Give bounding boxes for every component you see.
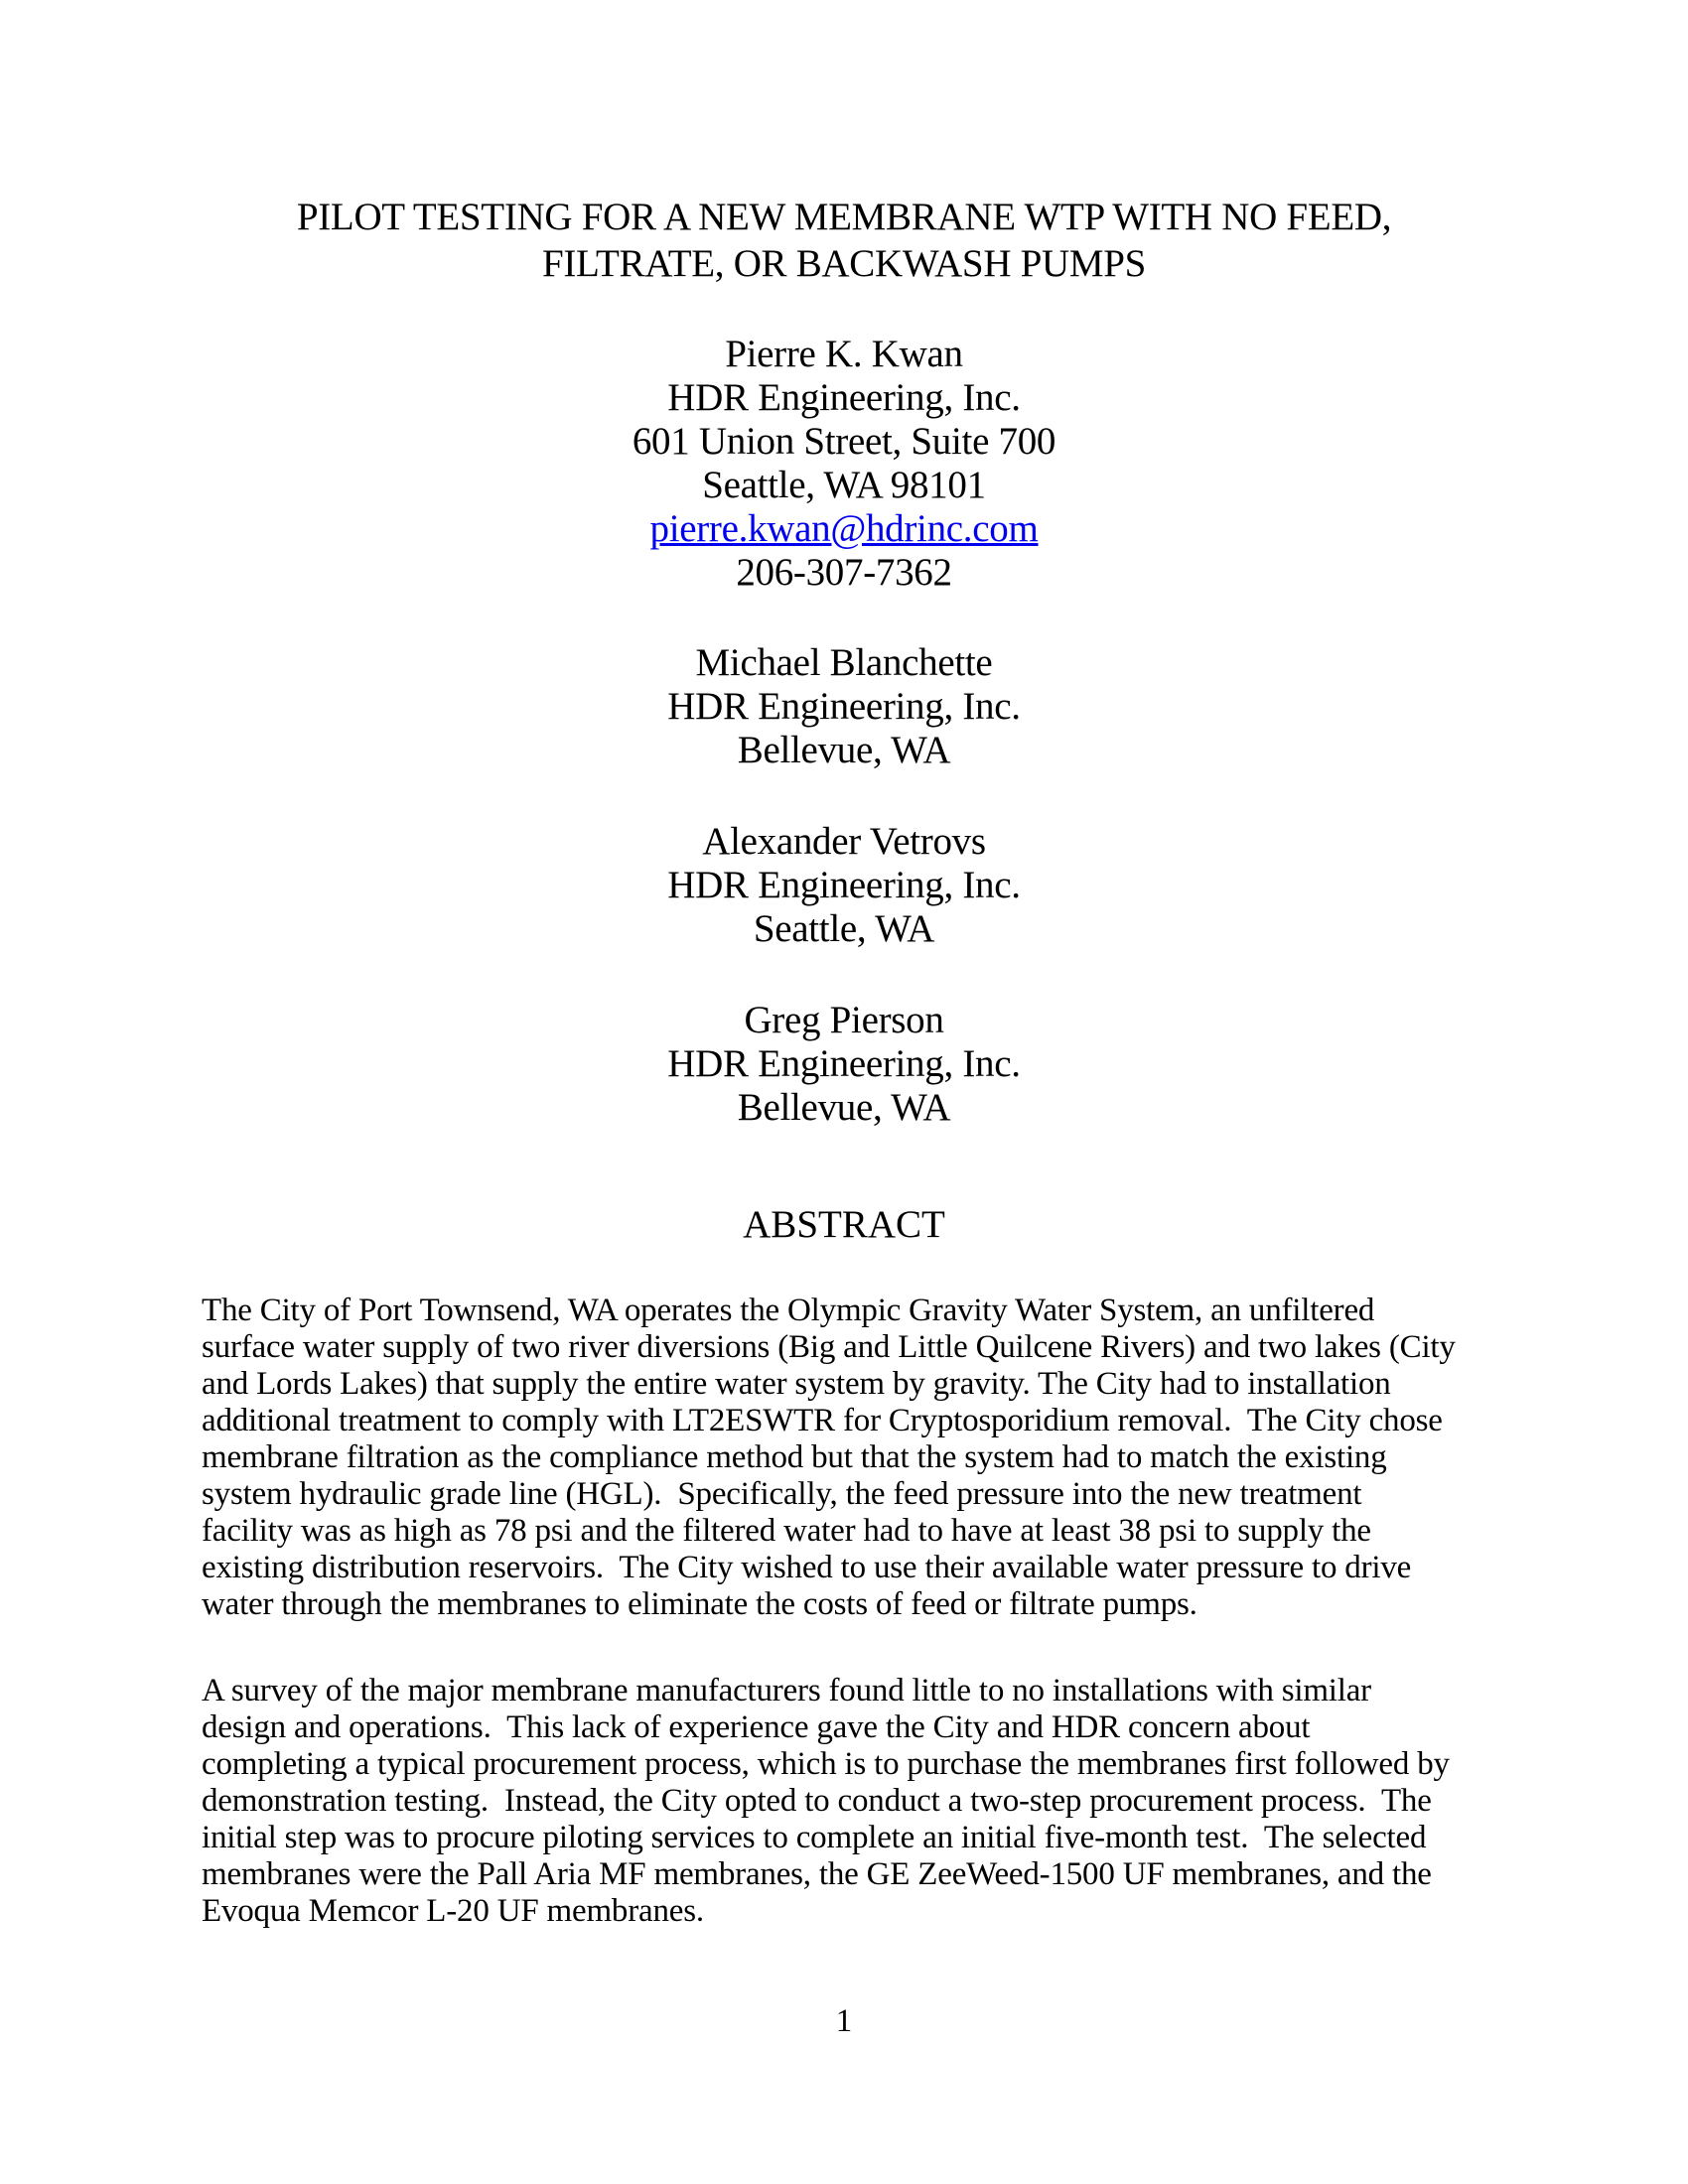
email-link[interactable]: pierre.kwan@hdrinc.com [649, 507, 1039, 550]
author-block-pierre-kwan [199, 333, 1489, 595]
author-phone: 206-307-7362 [736, 551, 952, 594]
author-location: Seattle, WA [753, 907, 935, 950]
paper-title-line-2: FILTRATE, OR BACKWASH PUMPS [541, 242, 1147, 285]
author-address-line2: Seattle, WA 98101 [702, 464, 986, 506]
abstract-line: design and operations. This lack of experience gave the City and HDR concern about [202, 1709, 1311, 1745]
author-block-michael-blanchette [199, 641, 1489, 772]
author-affiliation: HDR Engineering, Inc. [667, 376, 1021, 419]
abstract-line: membrane filtration as the compliance method but that the system had to match the existing [202, 1439, 1387, 1475]
paper-title-line-1: PILOT TESTING FOR A NEW MEMBRANE WTP WITH NO FEED, [296, 196, 1392, 238]
abstract-line: Evoqua Memcor L-20 UF membranes. [202, 1893, 704, 1929]
author-block-greg-pierson [199, 999, 1489, 1130]
abstract-line: additional treatment to comply with LT2ESWTR for Cryptosporidium removal. The City chose [202, 1403, 1443, 1438]
author-name: Michael Blanchette [695, 641, 993, 684]
abstract-line: system hydraulic grade line (HGL). Specifically, the feed pressure into the new treatment [202, 1476, 1362, 1512]
abstract-heading: ABSTRACT [743, 1203, 945, 1246]
abstract-line: A survey of the major membrane manufacturers found little to no installations with similar [202, 1673, 1371, 1708]
author-name: Alexander Vetrovs [702, 820, 986, 863]
author-location: Bellevue, WA [737, 1086, 951, 1129]
abstract-line: surface water supply of two river diversions (Big and Little Quilcene Rivers) and two lakes (City [202, 1329, 1456, 1365]
abstract-paragraph-1 [202, 1293, 1512, 1623]
abstract-paragraph-2 [202, 1673, 1512, 1930]
author-affiliation: HDR Engineering, Inc. [667, 1042, 1021, 1085]
abstract-line: demonstration testing. Instead, the City opted to conduct a two-step procurement process. The [202, 1783, 1432, 1819]
abstract-line: The City of Port Townsend, WA operates the Olympic Gravity Water System, an unfiltered [202, 1293, 1375, 1328]
abstract-line: completing a typical procurement process, which is to purchase the membranes first followed by [202, 1746, 1450, 1782]
abstract-line: initial step was to procure piloting services to complete an initial five-month test. The selected [202, 1820, 1427, 1855]
paper-title [199, 194, 1489, 287]
author-block-alexander-vetrovs [199, 820, 1489, 951]
author-location: Bellevue, WA [737, 729, 951, 771]
author-affiliation: HDR Engineering, Inc. [667, 685, 1021, 728]
abstract-line: facility was as high as 78 psi and the filtered water had to have at least 38 psi to supply the [202, 1513, 1371, 1549]
author-address-line1: 601 Union Street, Suite 700 [632, 420, 1056, 463]
abstract-line: membranes were the Pall Aria MF membranes, the GE ZeeWeed-1500 UF membranes, and the [202, 1856, 1432, 1892]
author-name: Pierre K. Kwan [725, 333, 963, 375]
author-affiliation: HDR Engineering, Inc. [667, 864, 1021, 906]
author-email-row [199, 507, 1489, 551]
abstract-line: existing distribution reservoirs. The City wished to use their available water pressure to drive [202, 1550, 1412, 1585]
abstract-line: water through the membranes to eliminate the costs of feed or filtrate pumps. [202, 1586, 1197, 1622]
author-name: Greg Pierson [744, 999, 944, 1041]
abstract-line: and Lords Lakes) that supply the entire water system by gravity. The City had to installation [202, 1366, 1391, 1402]
page-number: 1 [835, 2003, 853, 2039]
